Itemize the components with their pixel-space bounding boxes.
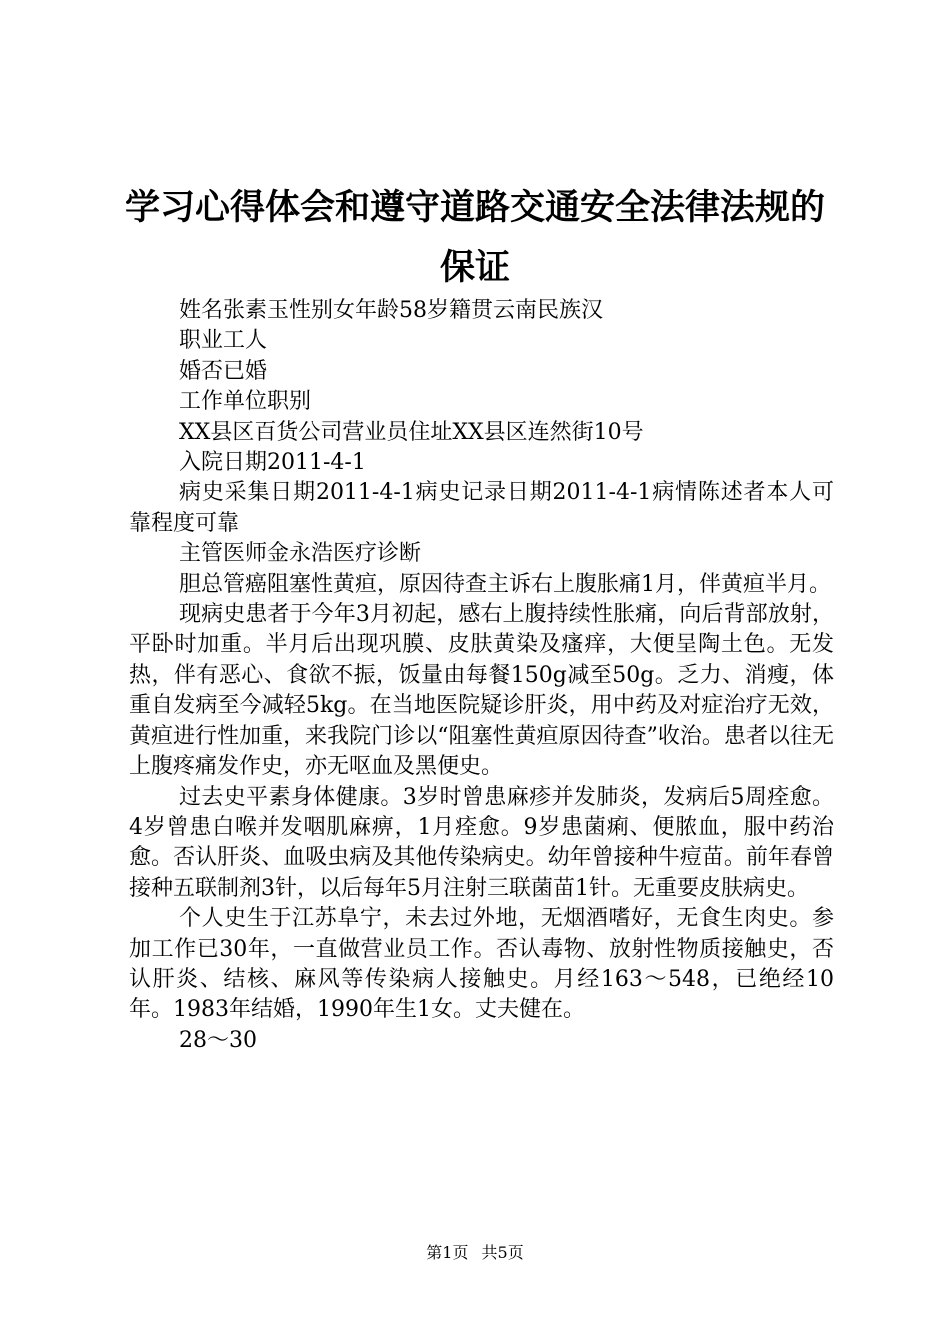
- paragraph-admission-date: 入院日期2011-4-1: [179, 450, 366, 476]
- page-number-current: 第1页: [426, 1243, 469, 1262]
- paragraph-address: XX县区百货公司营业员住址XX县区连然街10号: [179, 419, 644, 445]
- paragraph-past-history: 过去史平素身体健康。3岁时曾患麻疹并发肺炎，发病后5周痊愈。4岁曾患白喉并发咽肌麻痹，1月痊愈。9岁患菌痢、便脓血，服中药治愈。否认肝炎、血吸虫病及其他传染病史。幼年曾接种牛痘苗。前年春曾接种五联制剂3针，以后每年5月注射三联菌苗1针。无重要皮肤病史。: [129, 784, 834, 901]
- paragraph-history-dates: 病史采集日期2011-4-1病史记录日期2011-4-1病情陈述者本人可靠程度可靠: [129, 480, 834, 536]
- document-title-line-2: 保证: [439, 248, 510, 288]
- page-footer: [0, 1241, 950, 1265]
- paragraph-patient-info: 姓名张素玉性别女年龄58岁籍贯云南民族汉: [179, 298, 603, 323]
- paragraph-occupation: 职业工人: [179, 328, 268, 354]
- paragraph-work-unit: 工作单位职别: [179, 389, 312, 415]
- paragraph-attending-physician: 主管医师金永浩医疗诊断: [179, 541, 422, 567]
- page-number-total: 共5页: [481, 1243, 524, 1262]
- paragraph-marital-status: 婚否已婚: [179, 358, 268, 384]
- paragraph-menstrual-note: 28～30: [179, 1027, 257, 1053]
- document-body: [129, 296, 834, 1056]
- paragraph-personal-history: 个人史生于江苏阜宁，未去过外地，无烟酒嗜好，无食生肉史。参加工作已30年，一直做营业员工作。否认毒物、放射性物质接触史，否认肝炎、结核、麻风等传染病人接触史。月经163～548，已绝经10年。1983年结婚，1990年生1女。丈夫健在。: [129, 906, 834, 1023]
- paragraph-chief-complaint: 胆总管癌阻塞性黄疸，原因待查主诉右上腹胀痛1月，伴黄疸半月。: [179, 571, 831, 597]
- paragraph-present-illness: 现病史患者于今年3月初起，感右上腹持续性胀痛，向后背部放射，平卧时加重。半月后出现巩膜、皮肤黄染及瘙痒，大便呈陶土色。无发热，伴有恶心、食欲不振，饭量由每餐150g减至50g。乏力、消瘦，体重自发病至今减轻5kg。在当地医院疑诊肝炎，用中药及对症治疗无效，黄疸进行性加重，来我院门诊以“阻塞性黄疸原因待查”收治。患者以往无上腹疼痛发作史，亦无呕血及黑便史。: [129, 602, 834, 780]
- document-title-line-1: 学习心得体会和遵守道路交通安全法律法规的: [124, 188, 825, 228]
